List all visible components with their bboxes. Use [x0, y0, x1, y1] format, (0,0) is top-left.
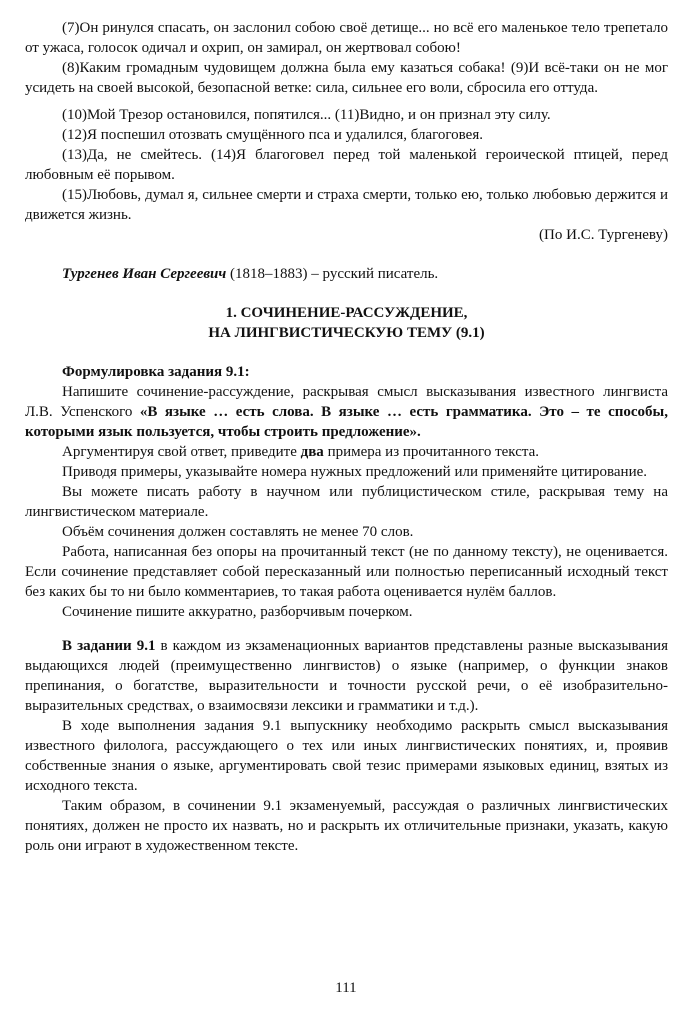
- text-run: Объём сочинения должен составлять не менее 70 слов.: [62, 524, 414, 540]
- task-paragraph: [25, 542, 668, 602]
- text-run: (15)Любовь, думал я, сильнее смерти и страха смерти, только ею, только любовью держится и движется жизнь.: [25, 187, 668, 223]
- task-heading: [25, 362, 668, 382]
- text-run: (По И.С. Тургеневу): [539, 227, 668, 243]
- text-run: Приводя примеры, указывайте номера нужных предложений или применяйте цитирование.: [62, 464, 648, 480]
- task-paragraph: [25, 602, 668, 622]
- text-run: Аргументируя свой ответ, приведите: [62, 444, 301, 460]
- page-content: [25, 18, 668, 856]
- excerpt-paragraph: [25, 18, 668, 58]
- text-run: Таким образом, в сочинении 9.1 экзаменуемый, рассуждая о различных лингвистических понятиях, должен не просто их назвать, но и раскрыть их отличительные признаки, указать, какую роль они играют в художественном тексте.: [25, 798, 668, 854]
- text-run: В ходе выполнения задания 9.1 выпускнику необходимо раскрыть смысл высказывания известного филолога, рассуждающего о тех или иных лингвистических понятиях, и, проявив собственные знания о языке, аргументировать свой тезис примерами языковых единиц, взятых из исходного текста.: [25, 718, 668, 794]
- excerpt-paragraph: [25, 185, 668, 225]
- text-run: (1818–1883) – русский писатель.: [226, 266, 439, 282]
- task-paragraph: [25, 482, 668, 522]
- text-run: (8)Каким громадным чудовищем должна была ему казаться собака! (9)И всё-таки он не мог усидеть на своей высокой, безопасной ветке: сила, сильнее его воли, сбросила его оттуда.: [25, 60, 668, 96]
- author-note: [25, 264, 668, 284]
- section-heading-line: [25, 303, 668, 323]
- commentary-paragraph: [25, 636, 668, 716]
- text-run: «В языке … есть слова. В языке … есть грамматика. Это – те способы, которыми язык пользуется, чтобы строить предложение».: [25, 404, 668, 440]
- commentary-paragraph: [25, 796, 668, 856]
- text-run: (12)Я поспешил отозвать смущённого пса и удалился, благоговея.: [62, 127, 483, 143]
- text-run: (7)Он ринулся спасать, он заслонил собою своё детище... но всё его маленькое тело трепетало от ужаса, голосок одичал и охрип, он замирал, он жертвовал собою!: [25, 20, 668, 56]
- text-run: Формулировка задания 9.1:: [62, 364, 250, 380]
- page-number: 111: [335, 980, 357, 996]
- text-run: два: [300, 444, 324, 460]
- attribution: [25, 225, 668, 245]
- excerpt-paragraph: [25, 105, 668, 125]
- text-run: Тургенев Иван Сергеевич: [62, 266, 227, 282]
- commentary-paragraph: [25, 716, 668, 796]
- text-run: НА ЛИНГВИСТИЧЕСКУЮ ТЕМУ (9.1): [208, 325, 485, 341]
- task-paragraph: [25, 462, 668, 482]
- task-paragraph: [25, 522, 668, 542]
- excerpt-paragraph: [25, 58, 668, 98]
- task-paragraph: [25, 382, 668, 442]
- section-heading-line: [25, 323, 668, 343]
- text-run: примера из прочитанного текста.: [323, 444, 539, 460]
- text-run: Вы можете писать работу в научном или публицистическом стиле, раскрывая тему на лингвистическом материале.: [25, 484, 668, 520]
- excerpt-paragraph: [25, 125, 668, 145]
- text-run: В задании 9.1: [62, 638, 156, 654]
- task-paragraph: [25, 442, 668, 462]
- text-run: (10)Мой Трезор остановился, попятился... (11)Видно, и он признал эту силу.: [62, 107, 551, 123]
- text-run: 1. СОЧИНЕНИЕ-РАССУЖДЕНИЕ,: [225, 305, 468, 321]
- text-run: (13)Да, не смейтесь. (14)Я благоговел перед той маленькой героической птицей, перед любовным её порывом.: [25, 147, 668, 183]
- text-run: Напишите сочинение-рассуждение, раскрывая смысл высказывания известного лингвиста Л.В. Успенского: [25, 384, 668, 420]
- text-run: в каждом из экзаменационных вариантов представлены разные высказывания выдающихся людей (преимущественно лингвистов) о языке (например, о функции знаков препинания, о богатстве, выразительности и точности русской речи, о её изобразительно-выразительных средствах, о взаимосвязи лексики и грамматики и т.д.).: [25, 638, 668, 714]
- text-run: Работа, написанная без опоры на прочитанный текст (не по данному тексту), не оценивается. Если сочинение представляет собой пересказанный или полностью переписанный исходный текст без каких бы то ни было комментариев, то такая работа оценивается нулём баллов.: [25, 544, 668, 600]
- text-run: Сочинение пишите аккуратно, разборчивым почерком.: [62, 604, 413, 620]
- excerpt-paragraph: [25, 145, 668, 185]
